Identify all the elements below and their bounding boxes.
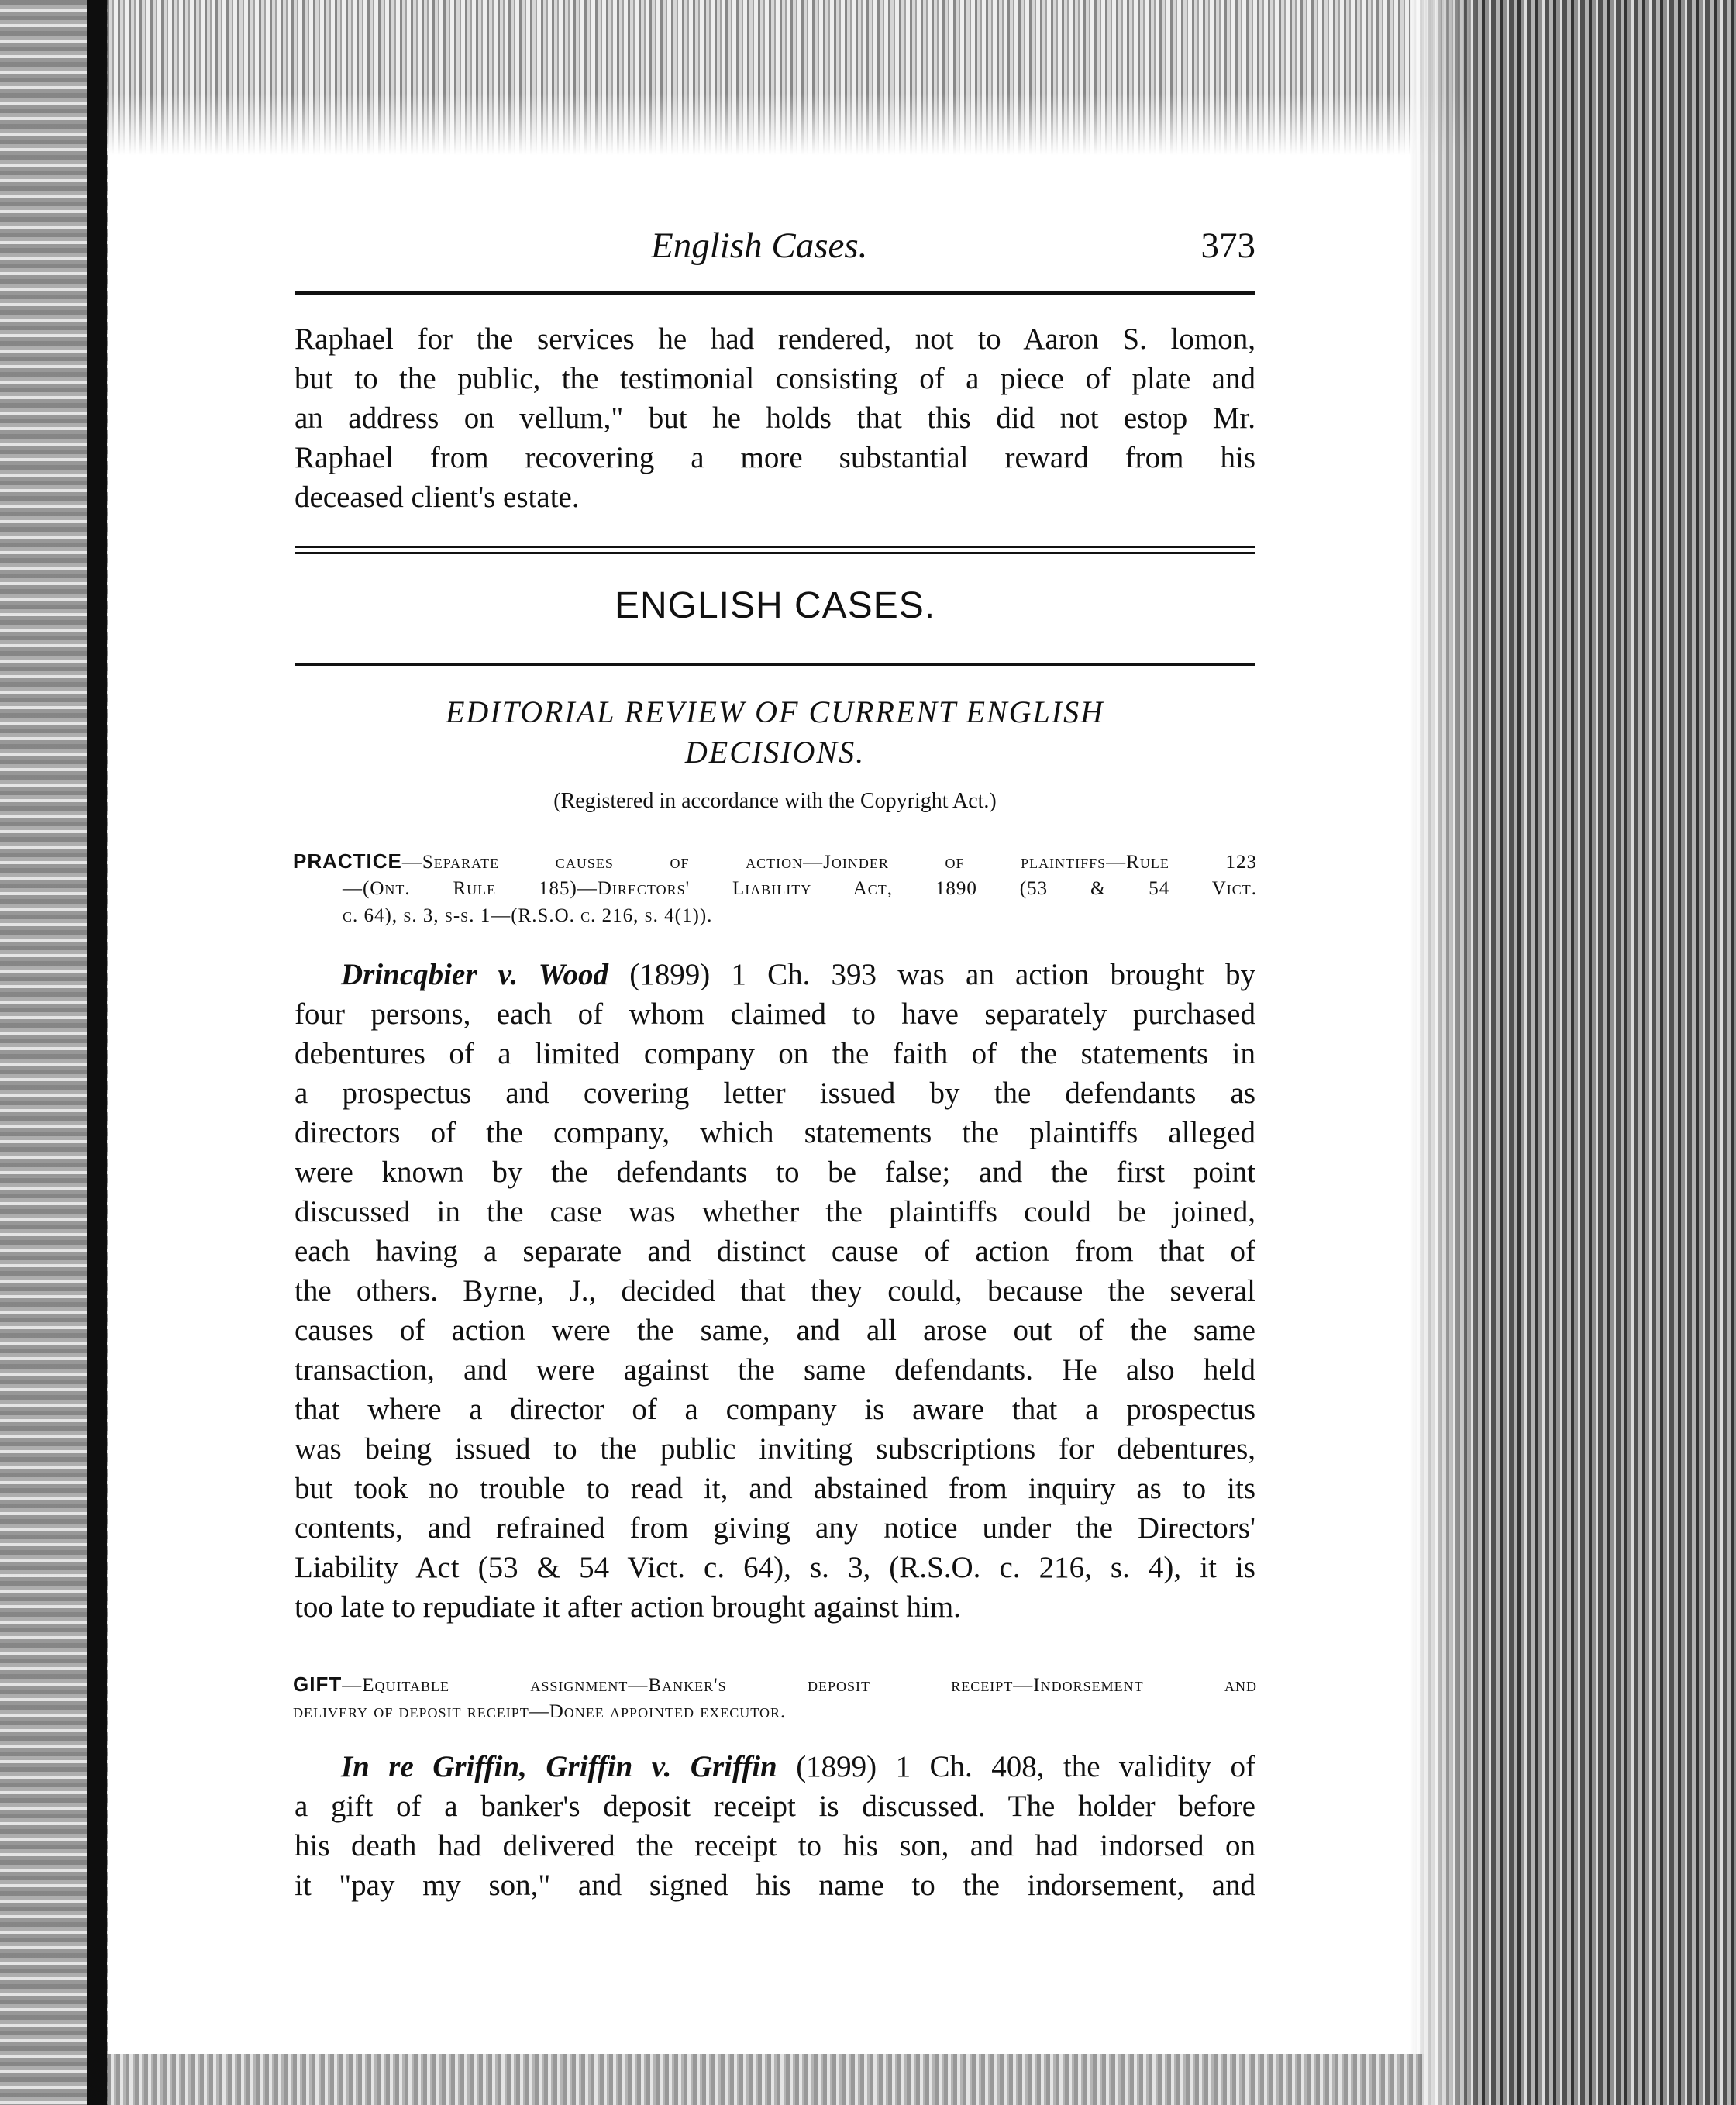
case-paragraph-line: the others. Byrne, J., decided that they could, because the several (294, 1274, 1256, 1307)
case-name: Drincqbier v. Wood (341, 958, 609, 991)
carry-over-line: deceased client's estate. (294, 481, 580, 514)
case-paragraph-line: Liability Act (53 & 54 Vict. c. 64), s. 3, (R.S.O. c. 216, s. 4), it is (294, 1551, 1256, 1584)
section-title-rule (294, 663, 1256, 666)
case-paragraph-line: each having a separate and distinct cause of action from that of (294, 1235, 1256, 1268)
case-topic: PRACTICE (293, 849, 402, 873)
case-paragraph-line: discussed in the case was whether the plaintiffs could be joined, (294, 1195, 1256, 1228)
section-double-rule-top (294, 546, 1256, 548)
case-heading-gift: delivery of deposit receipt—Donee appointed executor. (293, 1701, 787, 1722)
case-heading-text: —Equitable assignment—Banker's deposit receipt—Indorsement and (342, 1675, 1257, 1696)
case-paragraph-line: his death had delivered the receipt to his son, and had indorsed on (294, 1829, 1256, 1862)
case-paragraph-line: contents, and refrained from giving any notice under the Directors' (294, 1511, 1256, 1545)
carry-over-line: Raphael for the services he had rendered, not to Aaron S. lomon, (294, 322, 1256, 356)
review-title (341, 692, 1209, 773)
case-paragraph-line: transaction, and were against the same defendants. He also held (294, 1353, 1256, 1387)
carry-over-line: Raphael from recovering a more substantial reward from his (294, 441, 1256, 474)
carry-over-line: an address on vellum," but he holds that this did not estop Mr. (294, 401, 1256, 435)
case-paragraph-line: a prospectus and covering letter issued by the defendants as (294, 1077, 1256, 1110)
copyright-note: (Registered in accordance with the Copyright Act.) (553, 789, 997, 813)
review-title-line: DECISIONS. (684, 735, 866, 770)
case-heading-practice (293, 848, 1257, 876)
case-paragraph-line: that where a director of a company is aware that a prospectus (294, 1393, 1256, 1426)
case-paragraph-line: a gift of a banker's deposit receipt is discussed. The holder before (294, 1790, 1256, 1823)
page-number: 373 (1200, 226, 1256, 266)
case-paragraph-line: was being issued to the public inviting subscriptions for debentures, (294, 1432, 1256, 1466)
case-paragraph-line: too late to repudiate it after action brought against him. (294, 1590, 961, 1624)
header-rule (294, 291, 1256, 295)
case-heading-practice: —(Ont. Rule 185)—Directors' Liability Act, 1890 (53 & 54 Vict. (343, 878, 1257, 899)
section-title: ENGLISH CASES. (614, 585, 936, 626)
case-paragraph-line: directors of the company, which statements the plaintiffs alleged (294, 1116, 1256, 1149)
running-head (294, 219, 1256, 281)
case-paragraph-line: but took no trouble to read it, and abstained from inquiry as to its (294, 1472, 1256, 1505)
case-paragraph-line: four persons, each of whom claimed to have separately purchased (294, 997, 1256, 1031)
carry-over-line: but to the public, the testimonial consisting of a piece of plate and (294, 362, 1256, 395)
case-paragraph-line: debentures of a limited company on the faith of the statements in (294, 1037, 1256, 1070)
section-double-rule-bottom (294, 552, 1256, 554)
case-name: In re Griffin, Griffin v. Griffin (341, 1750, 777, 1783)
case-paragraph-line: were known by the defendants to be false; and the first point (294, 1156, 1256, 1189)
case-paragraph-line: Drincqbier v. Wood (1899) 1 Ch. 393 was an action brought by (341, 958, 1256, 991)
case-heading-practice: c. 64), s. 3, s-s. 1—(R.S.O. c. 216, s. 4(1)). (343, 905, 713, 926)
running-title: English Cases. (651, 226, 868, 266)
case-topic: GIFT (293, 1673, 343, 1696)
case-paragraph-line: causes of action were the same, and all arose out of the same (294, 1314, 1256, 1347)
case-heading-gift (293, 1671, 1257, 1699)
case-paragraph-line: In re Griffin, Griffin v. Griffin (1899) 1 Ch. 408, the validity of (341, 1750, 1256, 1783)
case-heading-text: —Separate causes of action—Joinder of plaintiffs—Rule 123 (401, 852, 1257, 873)
review-title-line: EDITORIAL REVIEW OF CURRENT ENGLISH (446, 694, 1104, 729)
case-paragraph-line: it "pay my son," and signed his name to the indorsement, and (294, 1869, 1256, 1902)
